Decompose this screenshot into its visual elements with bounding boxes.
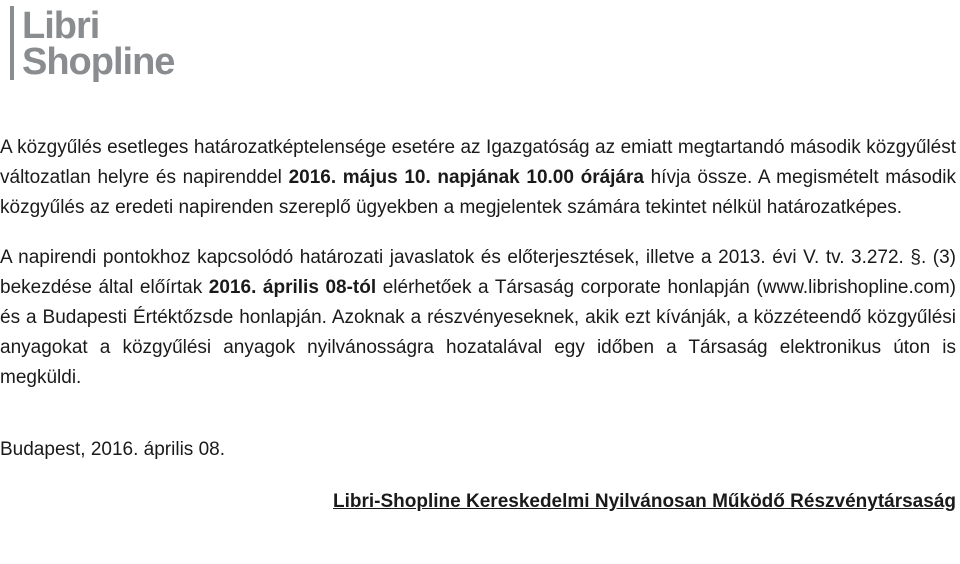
logo-line-shopline: Shopline — [22, 41, 175, 83]
paragraph-materials-availability — [0, 243, 956, 393]
logo-line-libri: Libri — [22, 5, 100, 47]
document-body — [0, 133, 960, 517]
paragraph2-part1: A napirendi pontokhoz kapcsolódó határozati javaslatok és előterjesztések, illetve a 2013. évi V. tv. 3.272. §. (3) bekezdése által előírtak — [0, 247, 956, 298]
date-line: Budapest, 2016. április 08. — [0, 439, 225, 460]
logo-bar — [10, 6, 14, 80]
logo-text — [22, 2, 174, 86]
paragraph1-part1: A közgyűlés esetleges határozatképtelensége esetére az Igazgatóság az emiatt megtartandó második közgyűlést változatlan helyre és napirenddel — [0, 137, 956, 188]
paragraph1-part2: hívja össze. A megismételt második közgyűlés az eredeti napirenden szereplő ügyekben a megjelentek számára tekintet nélkül határozatképes. — [0, 167, 957, 218]
paragraph2-part2: elérhetőek a Társaság corporate honlapján (www.librishopline.com) és a Budapesti Értéktőzsde honlapján. Azoknak a részvényeseknek, akik ezt kívánják, a közzéteendő közgyűlési anyagokat a közgyűlési anyagok nyilvánosságra hozatalával egy időben a Társaság elektronikus úton is megküldi. — [0, 277, 956, 388]
libri-shopline-logo — [10, 2, 190, 86]
paragraph-reconvened-meeting — [0, 133, 956, 223]
paragraph1-date: 2016. május 10. napjának 10.00 órájára — [288, 167, 644, 188]
company-signature: Libri-Shopline Kereskedelmi Nyilvánosan Működő Részvénytársaság — [333, 491, 956, 512]
paragraph2-date: 2016. április 08-tól — [208, 277, 377, 298]
